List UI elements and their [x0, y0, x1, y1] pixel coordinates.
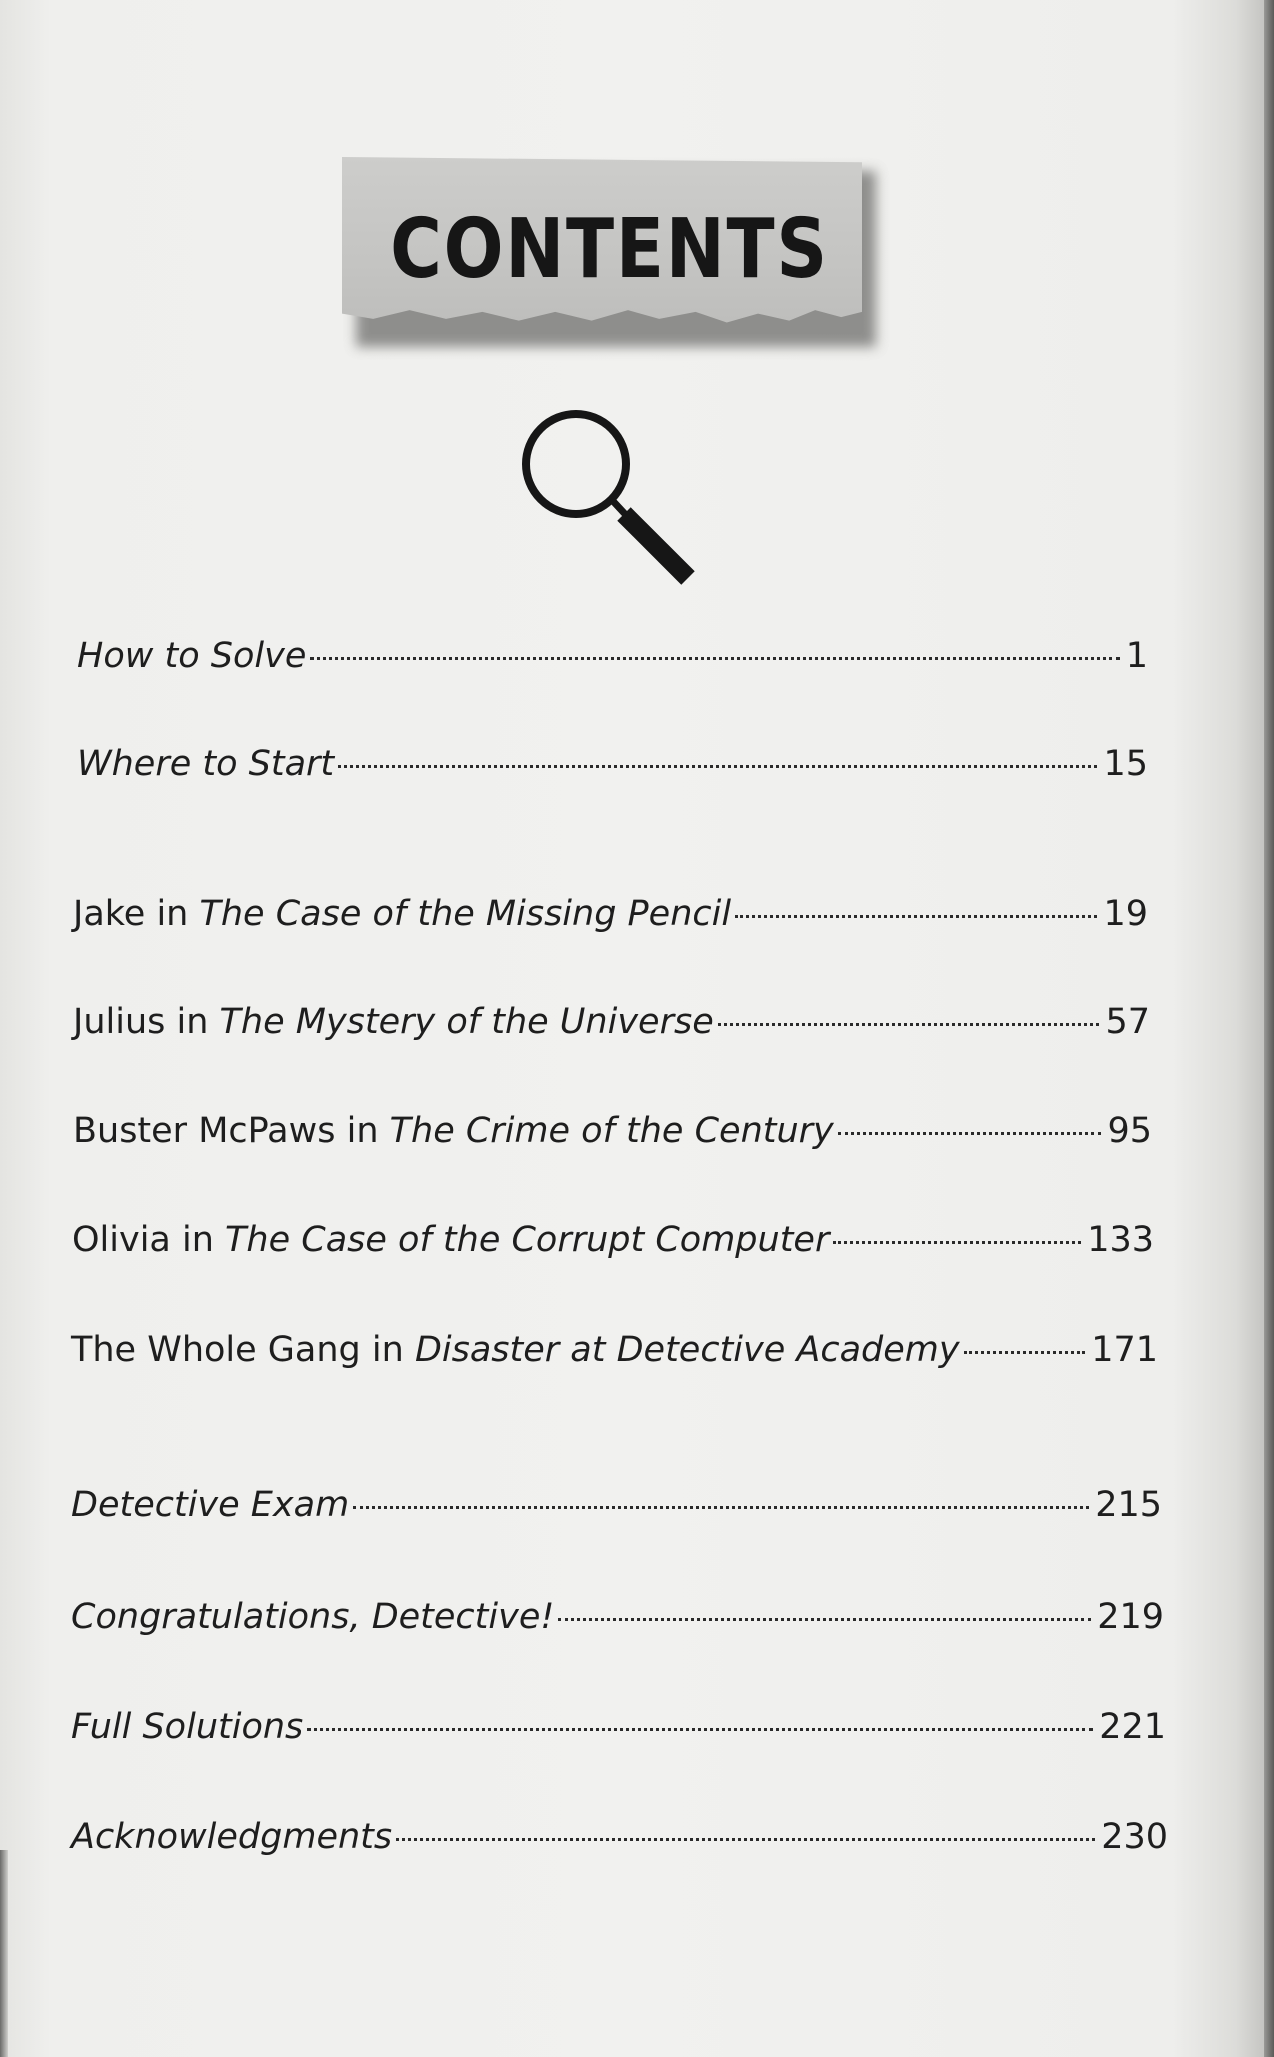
toc-page-number: 57 — [1105, 1002, 1150, 1042]
toc-entry-label — [71, 1330, 960, 1370]
toc-entry — [73, 1111, 1152, 1151]
toc-dot-leader — [718, 1023, 1100, 1026]
toc-entry-title: The Case of the Missing Pencil — [199, 894, 732, 934]
toc-entry-label — [73, 1002, 714, 1042]
toc-page-number: 230 — [1101, 1817, 1168, 1857]
toc-entry-label — [72, 1220, 829, 1260]
toc-entry-title: Full Solutions — [71, 1707, 304, 1747]
toc-dot-leader — [338, 765, 1097, 768]
toc-entry-title: Where to Start — [77, 744, 335, 784]
toc-page-number: 133 — [1087, 1220, 1154, 1260]
toc-page-number: 215 — [1095, 1485, 1162, 1525]
toc-page-number: 15 — [1103, 744, 1148, 784]
toc-entry-label — [71, 1597, 554, 1637]
toc-entry-title: The Case of the Corrupt Computer — [225, 1220, 830, 1260]
toc-dot-leader — [964, 1351, 1086, 1354]
toc-entry-title: The Mystery of the Universe — [219, 1002, 714, 1042]
toc-entry-label — [71, 1707, 303, 1747]
toc-entry-character: Jake in — [73, 894, 200, 934]
toc-entry-title: The Crime of the Century — [389, 1111, 834, 1151]
toc-page-number: 221 — [1099, 1707, 1166, 1747]
toc-entry-label — [71, 1817, 392, 1857]
toc-entry — [71, 1817, 1168, 1857]
toc-dot-leader — [307, 1728, 1093, 1731]
toc-entry — [73, 894, 1148, 934]
toc-entry-character: Julius in — [73, 1002, 220, 1042]
toc-entry-label — [77, 636, 306, 676]
toc-entry — [71, 1707, 1166, 1747]
toc-dot-leader — [558, 1618, 1091, 1621]
toc-entry-character: Buster McPaws in — [73, 1111, 390, 1151]
toc-page-number: 19 — [1103, 894, 1148, 934]
toc-dot-leader — [353, 1506, 1089, 1509]
toc-entry — [77, 636, 1148, 676]
toc-page-number: 1 — [1125, 636, 1148, 676]
toc-dot-leader — [833, 1241, 1081, 1244]
toc-entry — [71, 1485, 1162, 1525]
toc-entry-character: The Whole Gang in — [71, 1330, 415, 1370]
toc-dot-leader — [838, 1132, 1102, 1135]
toc-entry-title: Acknowledgments — [71, 1817, 393, 1857]
toc-entry-title: Detective Exam — [71, 1485, 350, 1525]
toc-entry-character: Olivia in — [72, 1220, 226, 1260]
toc-entry-label — [73, 1111, 834, 1151]
toc-entry — [73, 1002, 1150, 1042]
toc-entry — [71, 1597, 1164, 1637]
toc-dot-leader — [396, 1838, 1095, 1841]
toc-page-number: 171 — [1091, 1330, 1158, 1370]
toc-entry-label — [77, 744, 334, 784]
toc-dot-leader — [310, 657, 1119, 660]
toc-entry — [71, 1330, 1158, 1370]
toc-entry — [72, 1220, 1154, 1260]
toc-entry-title: Congratulations, Detective! — [71, 1597, 555, 1637]
toc-entry-label — [71, 1485, 349, 1525]
toc-entry-title: How to Solve — [77, 636, 307, 676]
toc-entry-title: Disaster at Detective Academy — [414, 1330, 960, 1370]
toc-dot-leader — [735, 915, 1097, 918]
toc-entry — [77, 744, 1148, 784]
toc-entry-label — [73, 894, 731, 934]
toc-page-number: 95 — [1107, 1111, 1152, 1151]
toc-page-number: 219 — [1097, 1597, 1164, 1637]
page-title: CONTENTS — [390, 202, 829, 297]
